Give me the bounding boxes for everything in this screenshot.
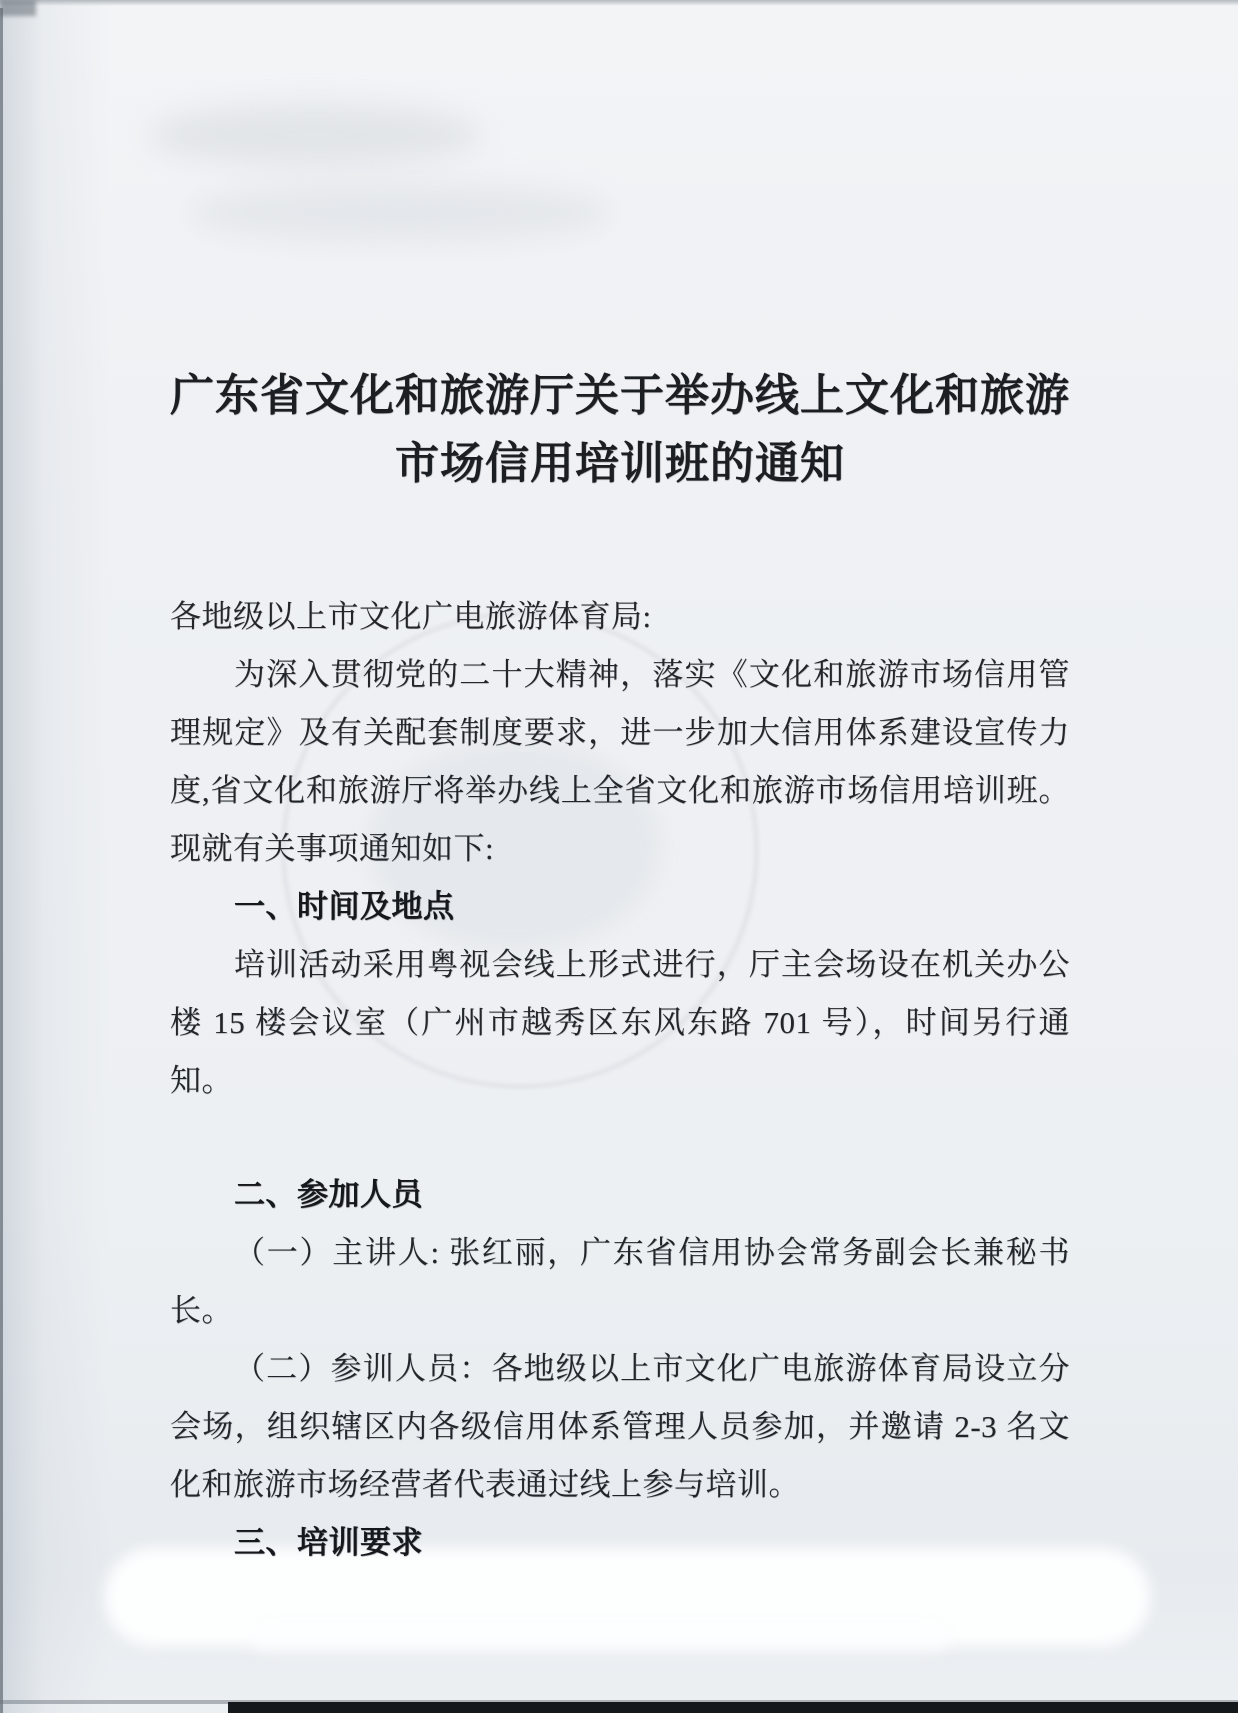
text-line: 为深入贯彻党的二十大精神，落实《文化和旅游市场信用管 <box>234 657 1070 692</box>
text-line: （二）参训人员：各地级以上市文化广电旅游体育局设立分 <box>234 1351 1070 1386</box>
text-line: 现就有关事项通知如下: <box>170 831 495 866</box>
salutation-line: 各地级以上市文化广电旅游体育局: <box>170 599 652 634</box>
text-line: 培训活动采用粤视会线上形式进行，厅主会场设在机关办公 <box>234 947 1070 982</box>
title-line: 广东省文化和旅游厅关于举办线上文化和旅游 <box>170 371 1070 420</box>
bottom-scan-band <box>228 1702 1238 1713</box>
document-body <box>170 362 1070 1572</box>
faint-smudge <box>150 105 480 165</box>
top-scan-shadow <box>0 0 1238 6</box>
text-line: 度,省文化和旅游厅将举办线上全省文化和旅游市场信用培训班。 <box>170 773 1070 808</box>
section-heading-2: 二、参加人员 <box>234 1177 423 1212</box>
text-line: 知。 <box>170 1063 233 1098</box>
text-line: 楼 15 楼会议室（广州市越秀区东风东路 701 号），时间另行通 <box>170 1005 1070 1040</box>
scanner-light-flare <box>250 1620 950 1650</box>
text-line: 会场，组织辖区内各级信用体系管理人员参加，并邀请 2-3 名文 <box>170 1409 1070 1444</box>
faint-smudge <box>190 185 610 240</box>
left-scan-shadow <box>0 0 110 1713</box>
text-line: 长。 <box>170 1293 233 1328</box>
text-line: 化和旅游市场经营者代表通过线上参与培训。 <box>170 1467 800 1502</box>
top-left-corner-mark <box>0 0 36 16</box>
text-line: 理规定》及有关配套制度要求，进一步加大信用体系建设宣传力 <box>170 715 1070 750</box>
title-line: 市场信用培训班的通知 <box>395 439 845 488</box>
text-line: （一）主讲人: 张红丽，广东省信用协会常务副会长兼秘书 <box>234 1235 1070 1270</box>
left-edge-line <box>0 8 3 1713</box>
section-heading-1: 一、时间及地点 <box>234 889 455 924</box>
section-heading-3: 三、培训要求 <box>234 1525 423 1560</box>
document-title <box>170 362 1070 498</box>
